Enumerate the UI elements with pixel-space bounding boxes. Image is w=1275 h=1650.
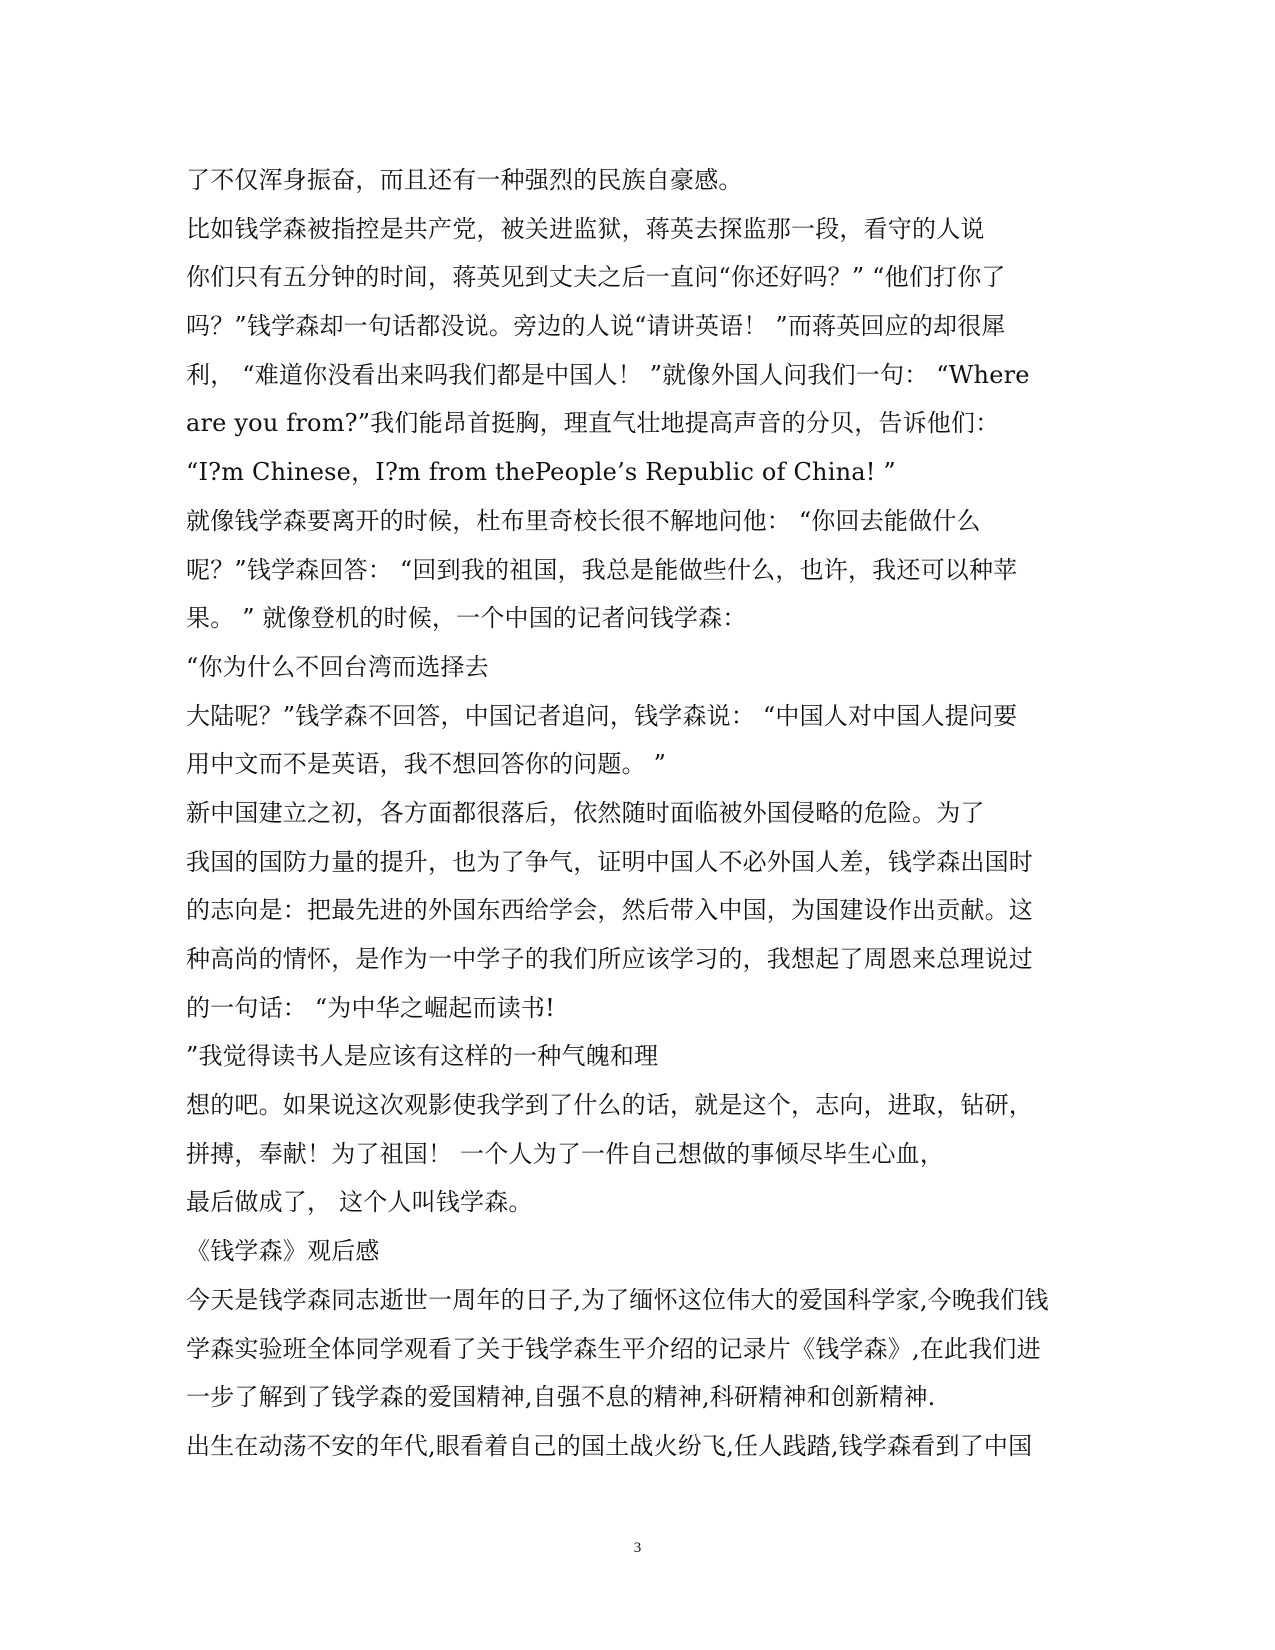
text-line: 呢？”钱学森回答： “回到我的祖国，我总是能做些什么，也许，我还可以种苹 bbox=[186, 555, 1018, 584]
text-line: are you from?”我们能昂首挺胸，理直气壮地提高声音的分贝，告诉他们： bbox=[186, 409, 1000, 438]
text-line: 最后做成了， 这个人叫钱学森。 bbox=[186, 1188, 533, 1217]
text-line: 出生在动荡不安的年代,眼看着自己的国土战火纷飞,任人践踏,钱学森看到了中国 bbox=[186, 1431, 1033, 1460]
text-line: 用中文而不是英语，我不想回答你的问题。 ” bbox=[186, 750, 667, 779]
text-line: ”我觉得读书人是应该有这样的一种气魄和理 bbox=[186, 1042, 659, 1071]
text-line: 想的吧。如果说这次观影使我学到了什么的话，就是这个，志向，进取，钻研， bbox=[186, 1091, 1033, 1120]
text-line: “I?m Chinese，I?m from thePeople’s Republic of China! ” bbox=[186, 458, 896, 487]
text-line: 的一句话： “为中华之崛起而读书! bbox=[186, 993, 555, 1022]
text-line: 种高尚的情怀，是作为一中学子的我们所应该学习的，我想起了周恩来总理说过 bbox=[186, 945, 1033, 973]
text-line: 利， “难道你没看出来吗我们都是中国人！ ”就像外国人问我们一句： “Where bbox=[186, 360, 1030, 389]
text-line: 果。 ” 就像登机的时候，一个中国的记者问钱学森： bbox=[186, 604, 747, 633]
text-line: 学森实验班全体同学观看了关于钱学森生平介绍的记录片《钱学森》,在此我们进 bbox=[186, 1334, 1041, 1363]
text-line: 比如钱学森被指控是共产党，被关进监狱，蒋英去探监那一段，看守的人说 bbox=[186, 214, 985, 243]
text-line: 就像钱学森要离开的时候，杜布里奇校长很不解地问他： “你回去能做什么 bbox=[186, 506, 981, 535]
text-line: 一步了解到了钱学森的爱国精神,自强不息的精神,科研精神和创新精神. bbox=[186, 1383, 936, 1412]
text-line: 今天是钱学森同志逝世一周年的日子,为了缅怀这位伟大的爱国科学家,今晚我们钱 bbox=[186, 1285, 1049, 1314]
text-line: 新中国建立之初，各方面都很落后，依然随时面临被外国侵略的危险。为了 bbox=[186, 798, 985, 827]
text-line: 的志向是：把最先进的外国东西给学会，然后带入中国，为国建设作出贡献。这 bbox=[186, 896, 1033, 925]
body-text bbox=[186, 156, 1086, 1471]
text-line: 你们只有五分钟的时间，蒋英见到丈夫之后一直问“你还好吗？” “他们打你了 bbox=[186, 263, 1006, 292]
text-line: 拼搏，奉献！为了祖国！ 一个人为了一件自己想做的事倾尽毕生心血， bbox=[186, 1139, 945, 1168]
text-line: “你为什么不回台湾而选择去 bbox=[186, 652, 489, 681]
page-number: 3 bbox=[633, 1540, 642, 1556]
text-line: 我国的国防力量的提升，也为了争气，证明中国人不必外国人差，钱学森出国时 bbox=[186, 847, 1033, 876]
text-line: 了不仅浑身振奋，而且还有一种强烈的民族自豪感。 bbox=[186, 166, 743, 194]
section-title: 《钱学森》观后感 bbox=[186, 1237, 380, 1266]
text-line: 吗？”钱学森却一句话都没说。旁边的人说“请讲英语！ ”而蒋英回应的却很犀 bbox=[186, 312, 1006, 341]
text-line: 大陆呢？”钱学森不回答，中国记者追问，钱学森说： “中国人对中国人提问要 bbox=[186, 701, 1018, 730]
